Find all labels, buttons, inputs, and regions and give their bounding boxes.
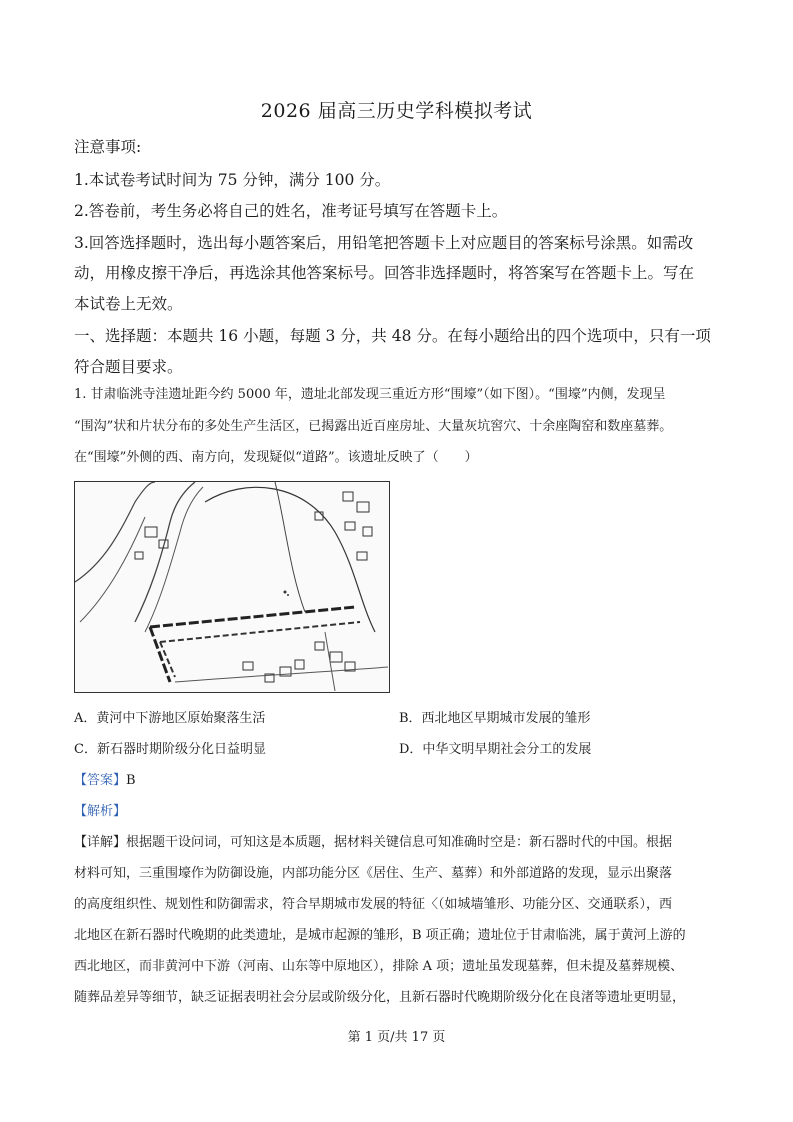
detail-line: 【详解】根据题干设问词，可知这是本质题，据材料关键信息可知准确时空是：新石器时代的中国。根据 bbox=[74, 835, 673, 850]
notice-item: 1.本试卷考试时间为 75 分钟，满分 100 分。 bbox=[74, 171, 391, 189]
notice-item: 本试卷上无效。 bbox=[74, 295, 183, 313]
page-number: 第 1 页/共 17 页 bbox=[347, 1030, 446, 1045]
site-map-illustration bbox=[75, 482, 388, 691]
answer-line bbox=[74, 772, 724, 790]
notice-item: 动，用橡皮擦干净后，再选涂其他答案标号。回答非选择题时，将答案写在答题卡上。写在 bbox=[74, 264, 695, 282]
detail-line: 北地区在新石器时代晚期的此类遗址，是城市起源的雏形，B 项正确；遗址位于甘肃临洮，属于黄河上游的 bbox=[74, 928, 686, 943]
option-a[interactable]: A．黄河中下游地区原始聚落生活 bbox=[74, 711, 266, 726]
answer-label: 【答案】 bbox=[74, 773, 127, 788]
answer-value: B bbox=[126, 773, 136, 788]
question-stem-line: 1. 甘肃临洮寺洼遗址距今约 5000 年，遗址北部发现三重近方形“围壕”（如下图）。“围壕”内侧，发现呈 bbox=[74, 387, 666, 402]
detail-line: 的高度组织性、规划性和防御需求，符合早期城市发展的特征〈（如城墙雏形、功能分区、交通联系），西 bbox=[74, 897, 673, 912]
question-stem-line: “围沟”状和片状分布的多处生产生活区，已揭露出近百座房址、大量灰坑窖穴、十余座陶窑和数座墓葬。 bbox=[74, 419, 673, 434]
section-heading: 一、选择题：本题共 16 小题，每题 3 分，共 48 分。在每小题给出的四个选项中，只有一项 bbox=[74, 327, 711, 345]
detail-line: 材料可知，三重围壕作为防御设施，内部功能分区《居住、生产、墓葬）和外部道路的发现，显示出聚落 bbox=[74, 866, 673, 881]
option-c[interactable]: C．新石器时期阶级分化日益明显 bbox=[74, 742, 266, 757]
detail-line: 随葬品差异等细节，缺乏证据表明社会分层或阶级分化，且新石器时代晚期阶级分化在良渚等遗址更明显， bbox=[74, 990, 686, 1005]
section-heading-cont: 符合题目要求。 bbox=[74, 358, 183, 376]
option-b[interactable]: B．西北地区早期城市发展的雏形 bbox=[399, 711, 591, 726]
site-map-figure bbox=[74, 481, 390, 693]
notice-heading: 注意事项: bbox=[74, 138, 142, 156]
notice-item: 2.答卷前，考生务必将自己的姓名，准考证号填写在答题卡上。 bbox=[74, 202, 508, 220]
detail-line: 西北地区，而非黄河中下游（河南、山东等中原地区），排除 A 项；遗址虽发现墓葬，但未提及墓葬规模、 bbox=[74, 959, 684, 974]
page-title: 2026 届高三历史学科模拟考试 bbox=[260, 100, 533, 122]
notice-item: 3.回答选择题时，选出每小题答案后，用铅笔把答题卡上对应题目的答案标号涂黑。如需改 bbox=[74, 234, 694, 252]
question-stem-line: 在“围壕”外侧的西、南方向，发现疑似“道路”。该遗址反映了（ ） bbox=[74, 450, 478, 465]
analysis-label: 【解析】 bbox=[74, 804, 127, 819]
option-d[interactable]: D．中华文明早期社会分工的发展 bbox=[399, 742, 592, 757]
